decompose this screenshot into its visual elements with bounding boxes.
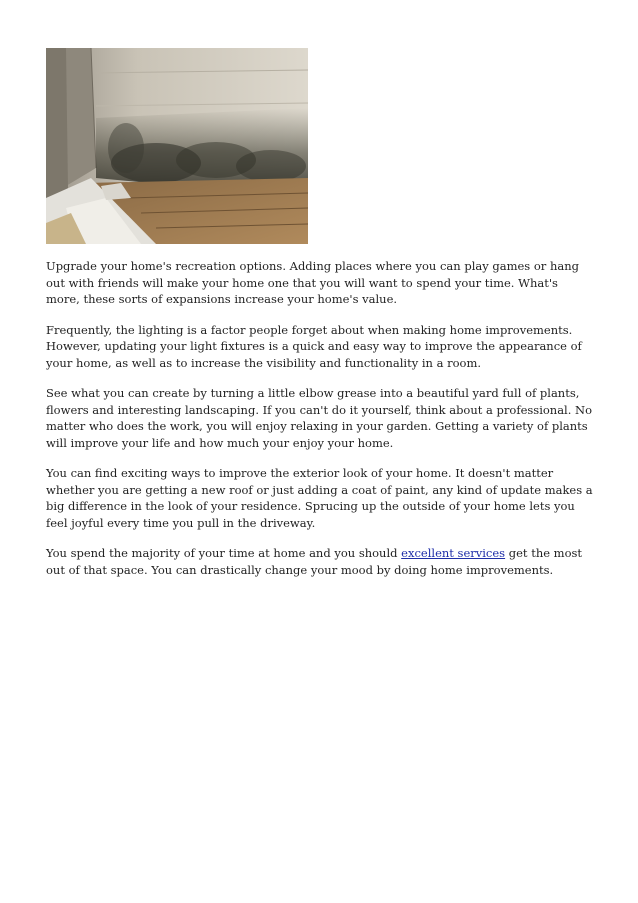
paragraph-landscaping: See what you can create by turning a little elbow grease into a beautiful yard full of plants, flowers and interesting landscaping. If you can't do it yourself, think about a professional. No matter who does the work, you will enjoy relaxing in your garden. Getting a variety of plants will improve your life and how much your enjoy your home. [46,386,593,450]
paragraph-text-after-link: get the most out of that space. You can drastically change your mood by doing home improvements. [46,546,583,577]
paragraph-text-before-link: You spend the majority of your time at home and you should [46,546,402,560]
paragraph-home-time [46,545,594,578]
mold-wall-photo [46,48,308,244]
paragraph-recreation: Upgrade your home's recreation options. Adding places where you can play games or hang out with friends will make your home one that you will want to spend your time. What's more, these sorts of expansions increase your home's value. [46,259,579,306]
article-body [46,258,594,592]
paragraph-lighting: Frequently, the lighting is a factor people forget about when making home improvements. However, updating your light fixtures is a quick and easy way to improve the appearance of your home, as well as to increase the visibility and functionality in a room. [46,322,582,370]
paragraph-exterior: You can find exciting ways to improve the exterior look of your home. It doesn't matter whether you are getting a new roof or just adding a coat of paint, any kind of update makes a big difference in the look of your residence. Sprucing up the outside of your home lets you feel joyful every time you pull in the driveway. [46,466,593,530]
excellent-services-link[interactable]: excellent services [401,546,506,560]
